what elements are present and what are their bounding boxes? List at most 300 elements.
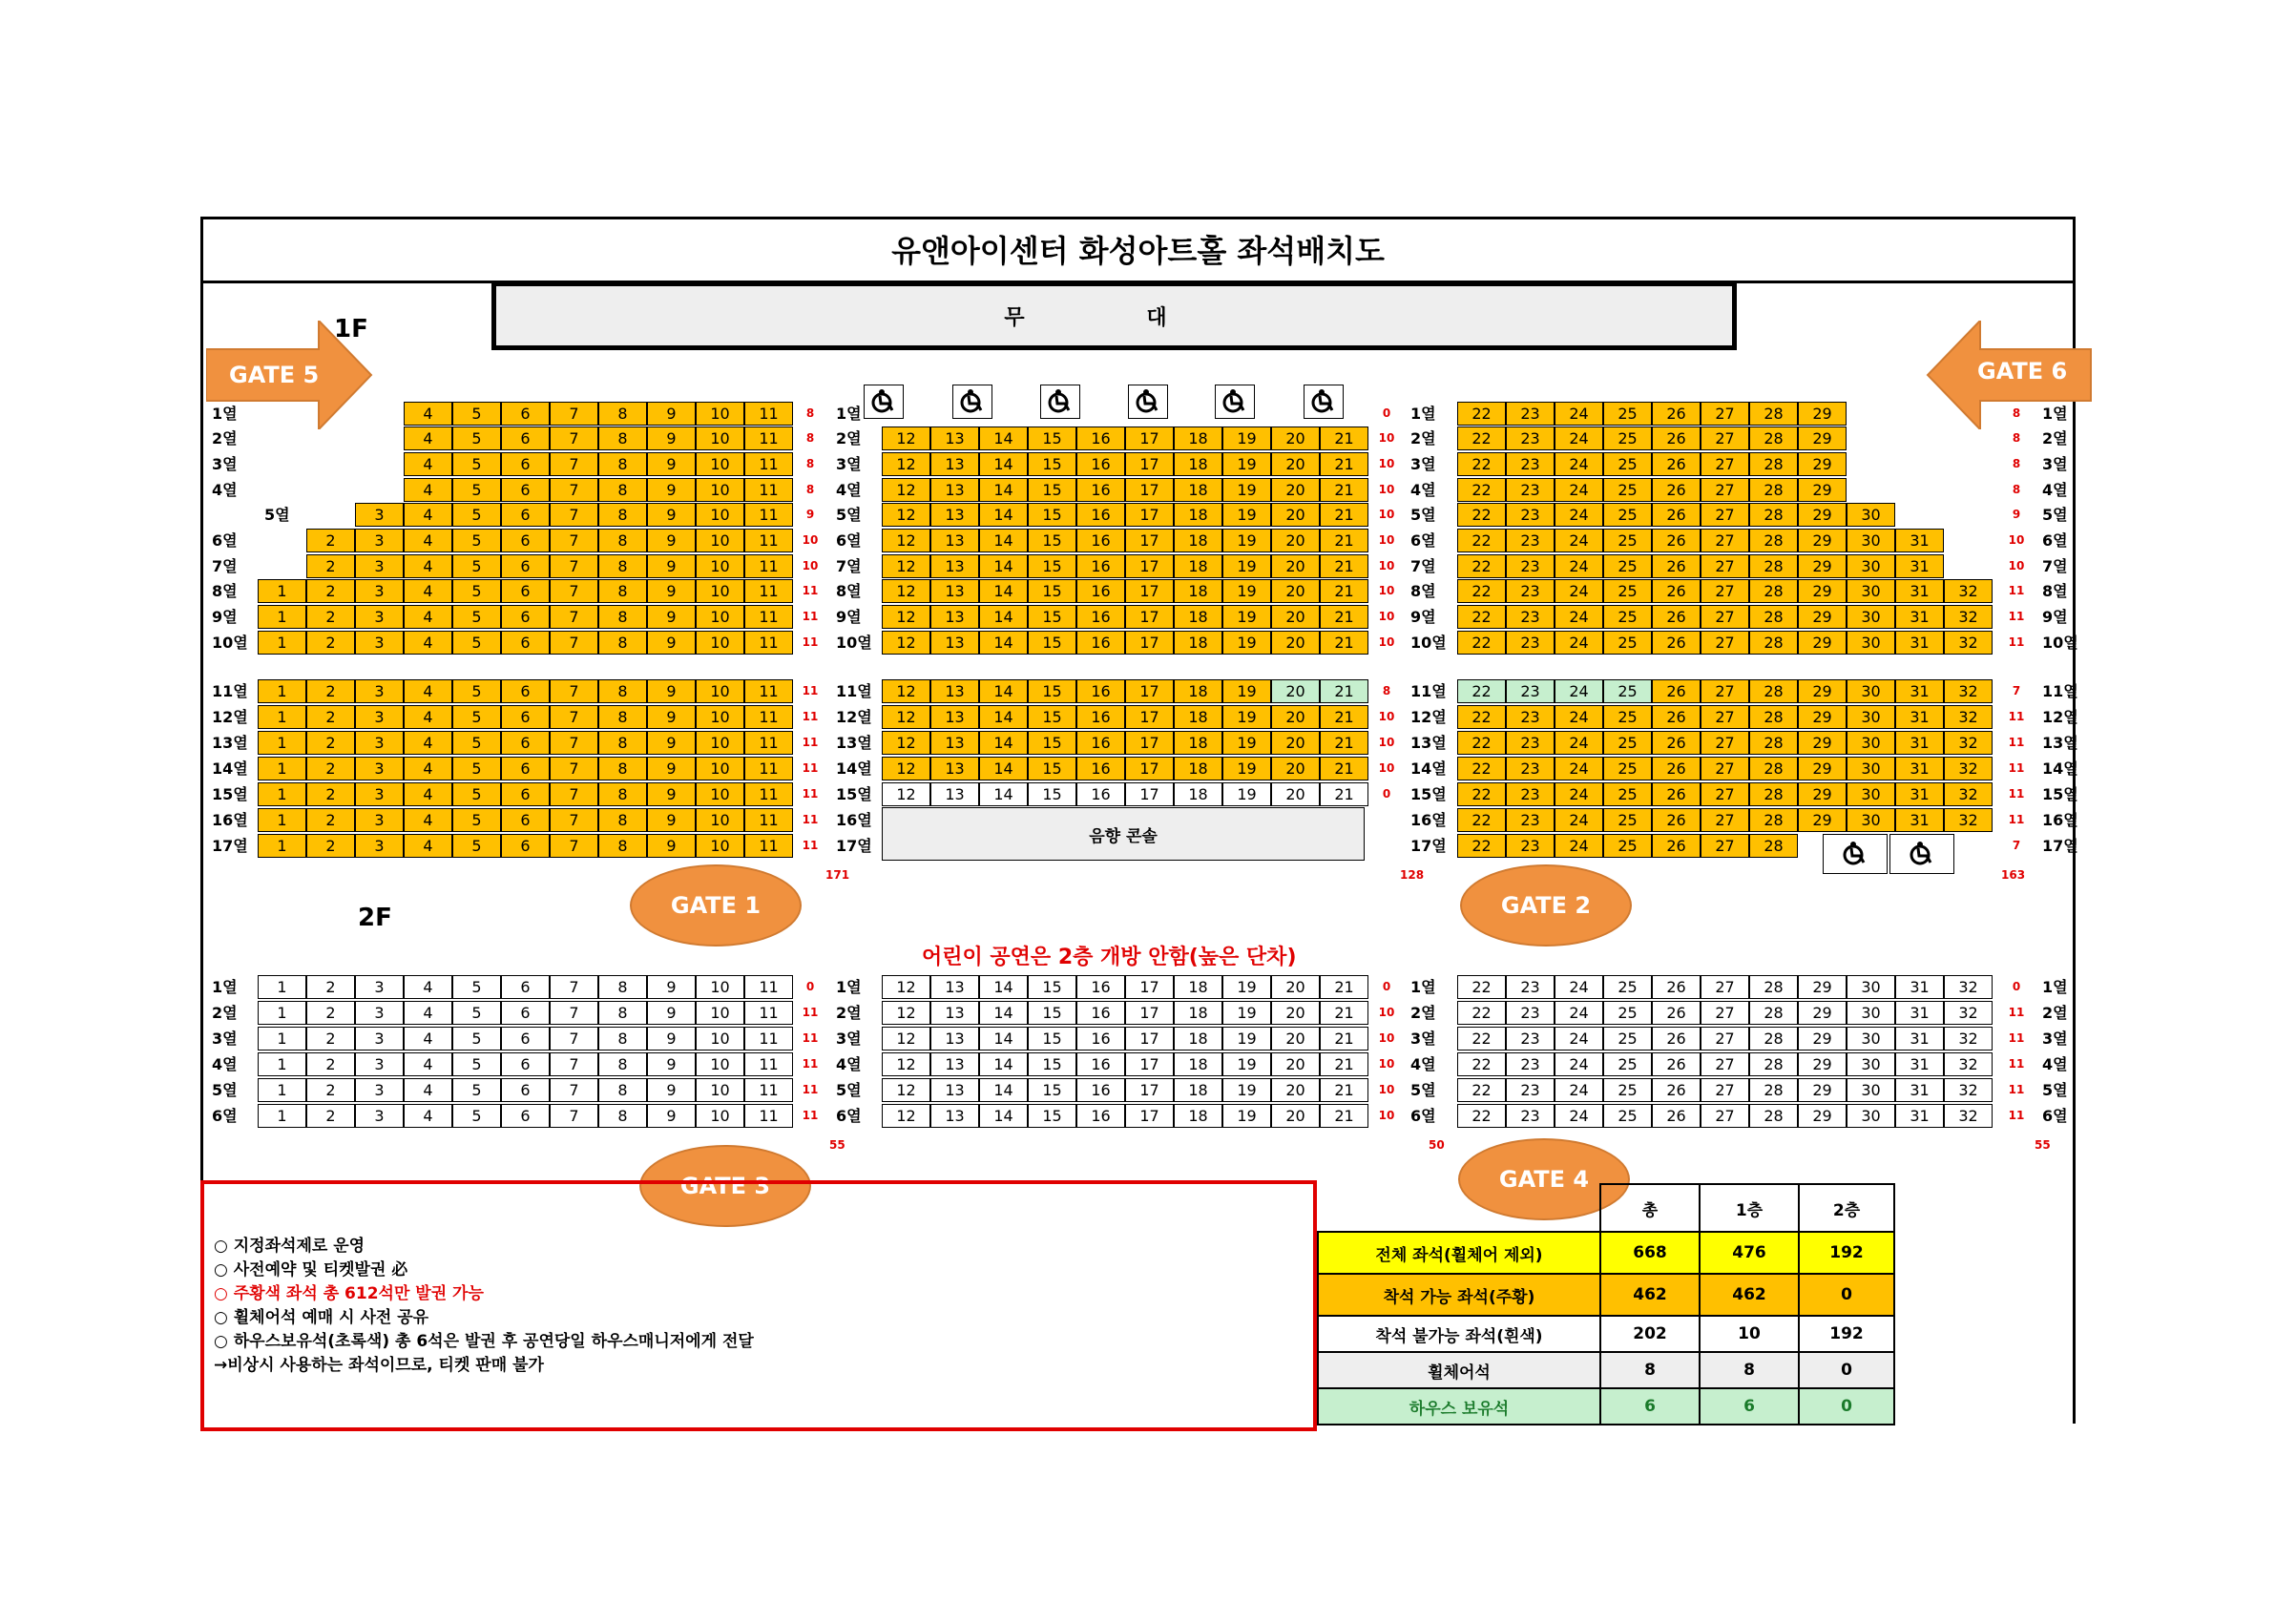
seat[interactable]: 1 — [258, 757, 306, 780]
seat[interactable]: 26 — [1652, 834, 1701, 858]
seat[interactable]: 6 — [501, 782, 550, 806]
seat[interactable]: 18 — [1174, 452, 1222, 476]
seat[interactable]: 28 — [1749, 478, 1798, 502]
seat[interactable]: 18 — [1174, 579, 1222, 603]
seat[interactable]: 23 — [1506, 757, 1555, 780]
seat[interactable]: 1 — [258, 808, 306, 832]
seat[interactable]: 25 — [1603, 452, 1652, 476]
seat[interactable]: 9 — [647, 834, 696, 858]
seat[interactable]: 3 — [355, 757, 404, 780]
seat[interactable]: 9 — [647, 478, 696, 502]
seat[interactable]: 11 — [744, 452, 793, 476]
seat[interactable]: 9 — [647, 731, 696, 755]
seat[interactable]: 7 — [550, 554, 598, 578]
seat[interactable]: 16 — [1076, 503, 1125, 527]
seat[interactable]: 19 — [1222, 631, 1271, 655]
seat[interactable]: 13 — [930, 1078, 979, 1102]
seat[interactable]: 28 — [1749, 808, 1798, 832]
seat[interactable]: 1 — [258, 579, 306, 603]
wheelchair-seat-icon[interactable] — [1040, 385, 1080, 419]
seat[interactable]: 22 — [1457, 1104, 1506, 1128]
seat[interactable]: 26 — [1652, 757, 1701, 780]
seat[interactable]: 1 — [258, 975, 306, 999]
seat[interactable]: 31 — [1895, 1078, 1944, 1102]
seat[interactable]: 20 — [1271, 452, 1320, 476]
seat[interactable]: 29 — [1798, 679, 1847, 703]
seat[interactable]: 25 — [1603, 1052, 1652, 1076]
seat[interactable]: 3 — [355, 975, 404, 999]
seat[interactable]: 3 — [355, 529, 404, 552]
seat[interactable]: 32 — [1944, 808, 1993, 832]
seat[interactable]: 16 — [1076, 478, 1125, 502]
seat[interactable]: 21 — [1320, 427, 1368, 450]
seat[interactable]: 5 — [452, 705, 501, 729]
seat[interactable]: 10 — [696, 529, 744, 552]
seat[interactable]: 22 — [1457, 402, 1506, 426]
seat[interactable]: 21 — [1320, 1001, 1368, 1025]
seat[interactable]: 29 — [1798, 579, 1847, 603]
seat[interactable]: 14 — [979, 579, 1028, 603]
seat[interactable]: 20 — [1271, 731, 1320, 755]
seat[interactable]: 25 — [1603, 529, 1652, 552]
seat[interactable]: 19 — [1222, 1104, 1271, 1128]
seat[interactable]: 31 — [1895, 605, 1944, 629]
seat[interactable]: 13 — [930, 679, 979, 703]
seat[interactable]: 12 — [882, 679, 930, 703]
seat[interactable]: 26 — [1652, 1104, 1701, 1128]
seat[interactable]: 11 — [744, 631, 793, 655]
seat[interactable]: 9 — [647, 579, 696, 603]
seat[interactable]: 12 — [882, 427, 930, 450]
seat[interactable]: 27 — [1701, 679, 1749, 703]
seat[interactable]: 10 — [696, 1104, 744, 1128]
seat[interactable]: 16 — [1076, 1078, 1125, 1102]
seat[interactable]: 8 — [598, 705, 647, 729]
seat[interactable]: 31 — [1895, 731, 1944, 755]
seat[interactable]: 19 — [1222, 452, 1271, 476]
seat[interactable]: 16 — [1076, 679, 1125, 703]
seat[interactable]: 21 — [1320, 1078, 1368, 1102]
seat[interactable]: 27 — [1701, 631, 1749, 655]
seat[interactable]: 14 — [979, 731, 1028, 755]
seat[interactable]: 16 — [1076, 631, 1125, 655]
seat[interactable]: 14 — [979, 529, 1028, 552]
seat[interactable]: 3 — [355, 554, 404, 578]
seat[interactable]: 28 — [1749, 705, 1798, 729]
seat[interactable]: 25 — [1603, 1104, 1652, 1128]
seat[interactable]: 27 — [1701, 478, 1749, 502]
seat[interactable]: 8 — [598, 554, 647, 578]
seat[interactable]: 18 — [1174, 605, 1222, 629]
seat[interactable]: 26 — [1652, 579, 1701, 603]
seat[interactable]: 29 — [1798, 427, 1847, 450]
seat[interactable]: 26 — [1652, 1027, 1701, 1051]
seat[interactable]: 11 — [744, 1052, 793, 1076]
seat[interactable]: 12 — [882, 478, 930, 502]
seat[interactable]: 2 — [306, 679, 355, 703]
seat[interactable]: 27 — [1701, 1052, 1749, 1076]
seat[interactable]: 7 — [550, 605, 598, 629]
seat[interactable]: 8 — [598, 402, 647, 426]
seat[interactable]: 7 — [550, 731, 598, 755]
seat[interactable]: 11 — [744, 834, 793, 858]
seat[interactable]: 2 — [306, 631, 355, 655]
seat[interactable]: 16 — [1076, 529, 1125, 552]
seat[interactable]: 14 — [979, 705, 1028, 729]
seat[interactable]: 21 — [1320, 605, 1368, 629]
seat[interactable]: 24 — [1555, 529, 1603, 552]
seat[interactable]: 19 — [1222, 554, 1271, 578]
seat[interactable]: 30 — [1847, 731, 1895, 755]
seat[interactable]: 6 — [501, 679, 550, 703]
seat[interactable]: 28 — [1749, 731, 1798, 755]
seat[interactable]: 24 — [1555, 1052, 1603, 1076]
seat[interactable]: 14 — [979, 782, 1028, 806]
seat[interactable]: 5 — [452, 757, 501, 780]
seat[interactable]: 27 — [1701, 402, 1749, 426]
seat[interactable]: 26 — [1652, 554, 1701, 578]
seat[interactable]: 22 — [1457, 1052, 1506, 1076]
seat[interactable]: 13 — [930, 757, 979, 780]
seat[interactable]: 31 — [1895, 579, 1944, 603]
seat[interactable]: 14 — [979, 975, 1028, 999]
seat[interactable]: 14 — [979, 554, 1028, 578]
seat[interactable]: 5 — [452, 427, 501, 450]
seat[interactable]: 21 — [1320, 579, 1368, 603]
seat[interactable]: 17 — [1125, 1001, 1174, 1025]
seat[interactable]: 18 — [1174, 529, 1222, 552]
seat[interactable]: 3 — [355, 1027, 404, 1051]
seat[interactable]: 17 — [1125, 529, 1174, 552]
seat[interactable]: 27 — [1701, 757, 1749, 780]
seat[interactable]: 8 — [598, 808, 647, 832]
seat[interactable]: 9 — [647, 679, 696, 703]
seat[interactable]: 11 — [744, 503, 793, 527]
seat[interactable]: 22 — [1457, 757, 1506, 780]
seat[interactable]: 6 — [501, 834, 550, 858]
seat[interactable]: 6 — [501, 631, 550, 655]
seat[interactable]: 23 — [1506, 1027, 1555, 1051]
seat[interactable]: 19 — [1222, 478, 1271, 502]
seat[interactable]: 11 — [744, 605, 793, 629]
seat[interactable]: 27 — [1701, 975, 1749, 999]
seat[interactable]: 26 — [1652, 631, 1701, 655]
seat[interactable]: 13 — [930, 427, 979, 450]
seat[interactable]: 10 — [696, 757, 744, 780]
seat[interactable]: 6 — [501, 452, 550, 476]
seat[interactable]: 3 — [355, 579, 404, 603]
seat[interactable]: 30 — [1847, 705, 1895, 729]
seat[interactable]: 4 — [404, 782, 452, 806]
seat[interactable]: 25 — [1603, 554, 1652, 578]
seat[interactable]: 2 — [306, 975, 355, 999]
seat[interactable]: 16 — [1076, 605, 1125, 629]
seat[interactable]: 8 — [598, 503, 647, 527]
seat[interactable]: 11 — [744, 782, 793, 806]
seat[interactable]: 5 — [452, 1078, 501, 1102]
seat[interactable]: 26 — [1652, 782, 1701, 806]
seat[interactable]: 4 — [404, 679, 452, 703]
seat[interactable]: 29 — [1798, 1052, 1847, 1076]
seat[interactable]: 3 — [355, 705, 404, 729]
seat[interactable]: 12 — [882, 503, 930, 527]
seat[interactable]: 30 — [1847, 679, 1895, 703]
seat[interactable]: 13 — [930, 529, 979, 552]
seat[interactable]: 16 — [1076, 1001, 1125, 1025]
seat[interactable]: 19 — [1222, 975, 1271, 999]
seat[interactable]: 4 — [404, 478, 452, 502]
seat[interactable]: 29 — [1798, 705, 1847, 729]
seat[interactable]: 16 — [1076, 782, 1125, 806]
seat[interactable]: 1 — [258, 1001, 306, 1025]
wheelchair-seat-icon[interactable] — [864, 385, 904, 419]
seat[interactable]: 8 — [598, 1052, 647, 1076]
seat[interactable]: 11 — [744, 554, 793, 578]
seat[interactable]: 18 — [1174, 1078, 1222, 1102]
seat[interactable]: 29 — [1798, 808, 1847, 832]
seat[interactable]: 9 — [647, 705, 696, 729]
seat[interactable]: 7 — [550, 1104, 598, 1128]
seat[interactable]: 6 — [501, 503, 550, 527]
seat[interactable]: 26 — [1652, 478, 1701, 502]
seat[interactable]: 6 — [501, 605, 550, 629]
seat[interactable]: 8 — [598, 529, 647, 552]
seat[interactable]: 22 — [1457, 1078, 1506, 1102]
seat[interactable]: 12 — [882, 1052, 930, 1076]
seat[interactable]: 21 — [1320, 631, 1368, 655]
seat[interactable]: 8 — [598, 1104, 647, 1128]
seat[interactable]: 25 — [1603, 402, 1652, 426]
seat[interactable]: 12 — [882, 452, 930, 476]
seat[interactable]: 7 — [550, 452, 598, 476]
seat[interactable]: 18 — [1174, 679, 1222, 703]
seat[interactable]: 16 — [1076, 705, 1125, 729]
seat[interactable]: 9 — [647, 503, 696, 527]
seat[interactable]: 15 — [1028, 731, 1076, 755]
seat[interactable]: 17 — [1125, 579, 1174, 603]
seat[interactable]: 17 — [1125, 427, 1174, 450]
seat[interactable]: 3 — [355, 731, 404, 755]
seat[interactable]: 9 — [647, 1052, 696, 1076]
seat[interactable]: 14 — [979, 1001, 1028, 1025]
seat[interactable]: 19 — [1222, 679, 1271, 703]
seat[interactable]: 13 — [930, 631, 979, 655]
seat[interactable]: 29 — [1798, 402, 1847, 426]
seat[interactable]: 29 — [1798, 605, 1847, 629]
seat[interactable]: 22 — [1457, 529, 1506, 552]
seat[interactable]: 7 — [550, 782, 598, 806]
seat[interactable]: 16 — [1076, 757, 1125, 780]
seat[interactable]: 31 — [1895, 1001, 1944, 1025]
seat[interactable]: 11 — [744, 808, 793, 832]
seat[interactable]: 32 — [1944, 1052, 1993, 1076]
seat[interactable]: 24 — [1555, 834, 1603, 858]
seat[interactable]: 3 — [355, 631, 404, 655]
seat[interactable]: 18 — [1174, 1052, 1222, 1076]
seat[interactable]: 23 — [1506, 834, 1555, 858]
seat[interactable]: 2 — [306, 579, 355, 603]
seat[interactable]: 15 — [1028, 1052, 1076, 1076]
seat[interactable]: 24 — [1555, 478, 1603, 502]
seat[interactable]: 9 — [647, 529, 696, 552]
seat[interactable]: 20 — [1271, 503, 1320, 527]
seat[interactable]: 18 — [1174, 1001, 1222, 1025]
seat[interactable]: 15 — [1028, 579, 1076, 603]
seat[interactable]: 8 — [598, 631, 647, 655]
seat[interactable]: 21 — [1320, 1104, 1368, 1128]
seat[interactable]: 24 — [1555, 631, 1603, 655]
seat[interactable]: 9 — [647, 975, 696, 999]
seat[interactable]: 12 — [882, 782, 930, 806]
seat[interactable]: 2 — [306, 1104, 355, 1128]
seat[interactable]: 20 — [1271, 529, 1320, 552]
seat[interactable]: 12 — [882, 1078, 930, 1102]
seat[interactable]: 30 — [1847, 975, 1895, 999]
seat[interactable]: 6 — [501, 478, 550, 502]
seat[interactable]: 26 — [1652, 402, 1701, 426]
seat[interactable]: 13 — [930, 705, 979, 729]
seat[interactable]: 9 — [647, 808, 696, 832]
seat[interactable]: 17 — [1125, 1078, 1174, 1102]
seat[interactable]: 3 — [355, 503, 404, 527]
seat[interactable]: 17 — [1125, 503, 1174, 527]
seat[interactable]: 12 — [882, 1001, 930, 1025]
seat[interactable]: 5 — [452, 1027, 501, 1051]
seat[interactable]: 11 — [744, 705, 793, 729]
seat[interactable]: 10 — [696, 808, 744, 832]
seat[interactable]: 3 — [355, 808, 404, 832]
seat[interactable]: 28 — [1749, 975, 1798, 999]
seat[interactable]: 8 — [598, 975, 647, 999]
seat[interactable]: 14 — [979, 503, 1028, 527]
seat[interactable]: 6 — [501, 529, 550, 552]
seat[interactable]: 30 — [1847, 554, 1895, 578]
seat[interactable]: 29 — [1798, 1104, 1847, 1128]
seat[interactable]: 8 — [598, 478, 647, 502]
seat[interactable]: 19 — [1222, 782, 1271, 806]
seat[interactable]: 15 — [1028, 975, 1076, 999]
seat[interactable]: 2 — [306, 731, 355, 755]
seat[interactable]: 9 — [647, 1001, 696, 1025]
seat[interactable]: 31 — [1895, 1104, 1944, 1128]
seat[interactable]: 18 — [1174, 554, 1222, 578]
seat[interactable]: 15 — [1028, 1078, 1076, 1102]
seat[interactable]: 2 — [306, 1027, 355, 1051]
seat[interactable]: 31 — [1895, 529, 1944, 552]
seat[interactable]: 18 — [1174, 427, 1222, 450]
seat[interactable]: 10 — [696, 834, 744, 858]
seat[interactable]: 18 — [1174, 631, 1222, 655]
seat[interactable]: 15 — [1028, 503, 1076, 527]
seat[interactable]: 13 — [930, 975, 979, 999]
seat[interactable]: 21 — [1320, 731, 1368, 755]
seat[interactable]: 24 — [1555, 975, 1603, 999]
seat[interactable]: 24 — [1555, 605, 1603, 629]
seat[interactable]: 23 — [1506, 782, 1555, 806]
seat[interactable]: 28 — [1749, 782, 1798, 806]
seat[interactable]: 27 — [1701, 1078, 1749, 1102]
seat[interactable]: 25 — [1603, 1078, 1652, 1102]
seat[interactable]: 6 — [501, 402, 550, 426]
seat[interactable]: 17 — [1125, 605, 1174, 629]
seat[interactable]: 24 — [1555, 427, 1603, 450]
seat[interactable]: 13 — [930, 452, 979, 476]
seat[interactable]: 5 — [452, 579, 501, 603]
seat[interactable]: 6 — [501, 731, 550, 755]
seat[interactable]: 25 — [1603, 605, 1652, 629]
seat[interactable]: 15 — [1028, 1104, 1076, 1128]
seat[interactable]: 20 — [1271, 605, 1320, 629]
seat[interactable]: 19 — [1222, 757, 1271, 780]
seat[interactable]: 13 — [930, 1052, 979, 1076]
seat[interactable]: 10 — [696, 731, 744, 755]
seat[interactable]: 24 — [1555, 503, 1603, 527]
seat[interactable]: 25 — [1603, 808, 1652, 832]
seat[interactable]: 10 — [696, 427, 744, 450]
seat[interactable]: 11 — [744, 679, 793, 703]
seat[interactable]: 20 — [1271, 782, 1320, 806]
seat[interactable]: 24 — [1555, 1027, 1603, 1051]
seat[interactable]: 5 — [452, 503, 501, 527]
seat[interactable]: 7 — [550, 1027, 598, 1051]
seat[interactable]: 24 — [1555, 808, 1603, 832]
seat[interactable]: 17 — [1125, 1052, 1174, 1076]
seat[interactable]: 20 — [1271, 1052, 1320, 1076]
seat[interactable]: 26 — [1652, 427, 1701, 450]
seat[interactable]: 7 — [550, 1001, 598, 1025]
seat[interactable]: 1 — [258, 705, 306, 729]
seat[interactable]: 8 — [598, 452, 647, 476]
seat[interactable]: 8 — [598, 1027, 647, 1051]
seat[interactable]: 12 — [882, 631, 930, 655]
seat[interactable]: 3 — [355, 679, 404, 703]
seat[interactable]: 24 — [1555, 1001, 1603, 1025]
seat[interactable]: 32 — [1944, 1027, 1993, 1051]
seat[interactable]: 19 — [1222, 529, 1271, 552]
seat[interactable]: 13 — [930, 1104, 979, 1128]
seat[interactable]: 5 — [452, 679, 501, 703]
seat[interactable]: 22 — [1457, 834, 1506, 858]
seat[interactable]: 1 — [258, 782, 306, 806]
seat[interactable]: 26 — [1652, 679, 1701, 703]
seat[interactable]: 15 — [1028, 705, 1076, 729]
seat[interactable]: 4 — [404, 605, 452, 629]
seat[interactable]: 14 — [979, 605, 1028, 629]
seat[interactable]: 28 — [1749, 1078, 1798, 1102]
seat[interactable]: 14 — [979, 1078, 1028, 1102]
seat[interactable]: 3 — [355, 782, 404, 806]
seat[interactable]: 22 — [1457, 554, 1506, 578]
seat[interactable]: 31 — [1895, 631, 1944, 655]
seat[interactable]: 11 — [744, 1104, 793, 1128]
seat[interactable]: 7 — [550, 478, 598, 502]
seat[interactable]: 23 — [1506, 808, 1555, 832]
seat[interactable]: 27 — [1701, 605, 1749, 629]
seat[interactable]: 4 — [404, 1027, 452, 1051]
seat[interactable]: 4 — [404, 579, 452, 603]
seat[interactable]: 2 — [306, 782, 355, 806]
seat[interactable]: 20 — [1271, 631, 1320, 655]
seat[interactable]: 29 — [1798, 631, 1847, 655]
seat[interactable]: 6 — [501, 705, 550, 729]
seat[interactable]: 8 — [598, 579, 647, 603]
seat[interactable]: 17 — [1125, 452, 1174, 476]
seat[interactable]: 7 — [550, 834, 598, 858]
seat[interactable]: 10 — [696, 1027, 744, 1051]
seat[interactable]: 21 — [1320, 705, 1368, 729]
seat[interactable]: 10 — [696, 1052, 744, 1076]
seat[interactable]: 9 — [647, 554, 696, 578]
